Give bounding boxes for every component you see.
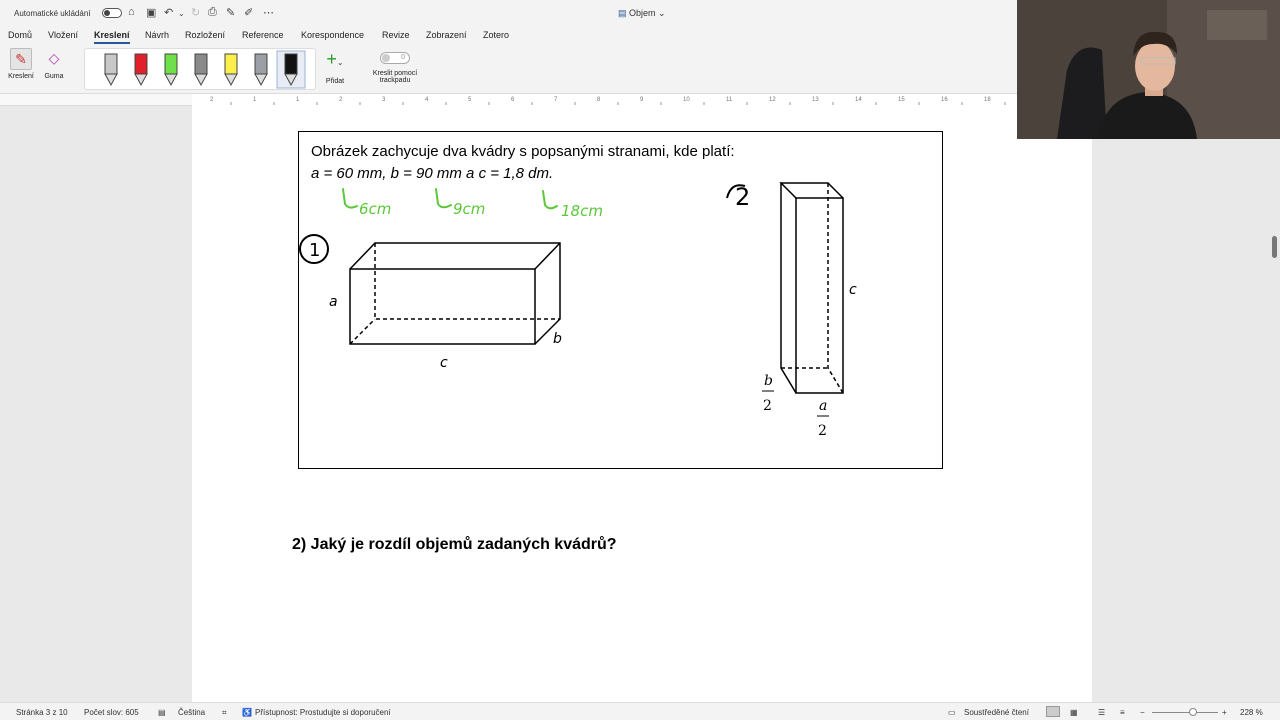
- zoom-slider[interactable]: [1152, 712, 1218, 713]
- pen-body: [195, 54, 207, 74]
- cuboid-two-hidden-vertical: [828, 183, 843, 393]
- cuboid-one: [350, 243, 560, 344]
- label-two: 2: [735, 183, 751, 211]
- status-bar: [0, 702, 1280, 720]
- arrow-a-stroke: [343, 189, 357, 208]
- handwritten-c-value: 18cm: [561, 202, 603, 220]
- trackpad-label-1: Kreslit pomocí: [372, 70, 418, 77]
- pen-3[interactable]: [165, 54, 177, 85]
- document-page[interactable]: [192, 106, 1092, 702]
- autosave-label: Automatické ukládání: [14, 9, 91, 18]
- task-figure-box: [298, 131, 943, 469]
- webcam-person-image: [1017, 0, 1280, 139]
- pen-body: [105, 54, 117, 74]
- draw-pen-icon: ✎: [10, 48, 32, 70]
- autosave-toggle[interactable]: [102, 8, 122, 18]
- cuboid-one-hidden-diag: [350, 319, 375, 344]
- format-icon[interactable]: ✐: [244, 7, 254, 19]
- pen-tip: [225, 74, 237, 85]
- pen-tip: [105, 74, 117, 85]
- redo-icon: ↻: [191, 7, 201, 19]
- accessibility-icon[interactable]: ♿: [242, 708, 252, 717]
- pen-4[interactable]: [195, 54, 207, 85]
- cuboid-two-a-denominator: 2: [818, 423, 827, 439]
- cuboid-two-c-label: c: [849, 282, 857, 298]
- cuboid-one-b-label: b: [553, 331, 562, 347]
- cuboid-figure-svg: [299, 132, 944, 470]
- cuboid-one-c-label: c: [440, 355, 448, 371]
- pen-5[interactable]: [225, 54, 237, 85]
- pen-2[interactable]: [135, 54, 147, 85]
- spellcheck-icon[interactable]: ▤: [158, 708, 166, 717]
- trackpad-toggle-switch[interactable]: 0: [380, 52, 410, 64]
- cuboid-two-a-numerator: a: [819, 398, 828, 414]
- cuboid-two-front: [796, 198, 843, 393]
- tab-navrh[interactable]: Návrh: [145, 30, 170, 40]
- pen-tip: [165, 74, 177, 85]
- task-line-1: Obrázek zachycuje dva kvádry s popsanými stranami, kde platí:: [311, 143, 735, 160]
- word-doc-icon: ▤: [618, 8, 630, 18]
- cuboid-two-b-denominator: 2: [763, 398, 772, 414]
- tab-vlozeni[interactable]: Vložení: [48, 30, 79, 40]
- print-icon[interactable]: ⎙: [208, 6, 217, 18]
- eraser-tool-button[interactable]: [40, 48, 68, 80]
- pen-body: [285, 54, 297, 74]
- pen-tip: [135, 74, 147, 85]
- trackpad-draw-toggle[interactable]: [366, 50, 424, 84]
- label-one: 1: [309, 240, 321, 261]
- tab-domu[interactable]: Domů: [8, 30, 33, 40]
- document-canvas[interactable]: [0, 106, 1280, 702]
- cuboid-two: [781, 183, 843, 393]
- question-2: 2) Jaký je rozdíl objemů zadaných kvádrů?: [292, 536, 617, 553]
- cuboid-one-front: [350, 269, 535, 344]
- chevron-down-icon: ⌄: [655, 8, 666, 18]
- tab-zotero[interactable]: Zotero: [483, 30, 510, 40]
- tab-revize[interactable]: Revize: [382, 30, 410, 40]
- focus-mode[interactable]: Soustředěné čtení: [964, 708, 1029, 717]
- track-changes-icon[interactable]: ⌗: [222, 708, 227, 717]
- cuboid-one-edge: [535, 243, 560, 269]
- plus-icon: +⌄: [326, 49, 344, 69]
- tab-korespondence[interactable]: Korespondence: [301, 30, 365, 40]
- task-line-2: a = 60 mm, b = 90 mm a c = 1,8 dm.: [311, 165, 554, 182]
- eraser-tool-label: Guma: [44, 73, 64, 80]
- handwritten-a-value: 6cm: [359, 200, 392, 218]
- ruler-label: 10: [683, 97, 690, 103]
- tab-zobrazeni[interactable]: Zobrazení: [426, 30, 467, 40]
- pen-body: [225, 54, 237, 74]
- save-icon[interactable]: ▣: [146, 7, 157, 19]
- zoom-in-icon[interactable]: +: [1222, 708, 1227, 717]
- pen-1[interactable]: [105, 54, 117, 85]
- draft-icon[interactable]: ≡: [1120, 708, 1125, 717]
- tab-reference[interactable]: Reference: [242, 30, 284, 40]
- ruler-label: 2: [210, 97, 214, 103]
- ruler-label: 14: [855, 97, 862, 103]
- pen-gallery: [84, 48, 316, 90]
- ruler-label: 11: [726, 97, 733, 103]
- ruler-label: 6: [511, 97, 515, 103]
- pen-tip: [195, 74, 207, 85]
- pen-7[interactable]: [277, 51, 305, 88]
- ruler-label: 12: [769, 97, 776, 103]
- pen-gallery-svg: [85, 49, 317, 91]
- ruler-label: 5: [468, 97, 472, 103]
- draw-tool-label: Kreslení: [8, 73, 34, 80]
- tab-kresleni[interactable]: Kreslení: [94, 30, 130, 40]
- web-layout-icon[interactable]: ▦: [1070, 708, 1078, 717]
- home-icon[interactable]: ⌂: [128, 6, 135, 18]
- webcam-overlay: [1017, 0, 1280, 139]
- trackpad-label-2: trackpadu: [379, 77, 411, 84]
- pen-6[interactable]: [255, 54, 267, 85]
- ruler-label: 2: [339, 97, 343, 103]
- ruler-label: 3: [382, 97, 386, 103]
- ruler-label: 1: [296, 97, 300, 103]
- cuboid-two-left: [781, 183, 796, 393]
- eraser-icon: ◇: [48, 50, 60, 66]
- print-layout-icon[interactable]: [1046, 706, 1060, 717]
- more-icon[interactable]: ⋯: [263, 7, 274, 19]
- add-pen-button[interactable]: [322, 50, 348, 85]
- pen-tip: [255, 74, 267, 85]
- zoom-slider-handle[interactable]: [1189, 708, 1197, 716]
- arrow-b-stroke: [436, 189, 451, 207]
- handwritten-b-value: 9cm: [453, 200, 486, 218]
- draw-tool-button[interactable]: [6, 48, 36, 80]
- word-count[interactable]: Počet slov: 605: [84, 708, 139, 717]
- document-title[interactable]: [618, 8, 666, 19]
- page-count[interactable]: Stránka 3 z 10: [16, 708, 68, 717]
- pen-body: [165, 54, 177, 74]
- document-title-text: Objem: [629, 8, 656, 18]
- zoom-out-icon[interactable]: −: [1140, 708, 1145, 717]
- ruler-label: 15: [898, 97, 905, 103]
- language[interactable]: Čeština: [178, 708, 206, 717]
- ruler-label: 18: [984, 97, 991, 103]
- arrow-c-stroke: [543, 191, 557, 208]
- pen-edit-icon[interactable]: ✎: [226, 7, 236, 19]
- undo-icon[interactable]: ↶: [164, 7, 174, 19]
- ruler-label: 4: [425, 97, 429, 103]
- cuboid-one-hidden-edges: [375, 243, 560, 319]
- cuboid-one-a-label: a: [329, 294, 338, 310]
- add-pen-label: Přidat: [325, 78, 345, 85]
- pen-body: [255, 54, 267, 74]
- ruler-label: 13: [812, 97, 819, 103]
- vertical-scrollbar[interactable]: [1272, 236, 1277, 258]
- zoom-level[interactable]: 228 %: [1240, 708, 1263, 717]
- cuboid-one-back-edges: [350, 243, 560, 344]
- ruler-label: 8: [597, 97, 601, 103]
- cuboid-two-top: [781, 183, 843, 198]
- cuboid-two-b-numerator: b: [764, 373, 773, 389]
- ruler-label: 7: [554, 97, 558, 103]
- undo-dropdown-icon[interactable]: ⌄: [178, 9, 185, 18]
- focus-icon[interactable]: ▭: [948, 708, 956, 717]
- tab-rozlozeni[interactable]: Rozložení: [185, 30, 226, 40]
- accessibility-status[interactable]: Přístupnost: Prostudujte si doporučení: [255, 708, 391, 717]
- pen-body: [135, 54, 147, 74]
- ruler-label: 9: [640, 97, 644, 103]
- ruler-label: 16: [941, 97, 948, 103]
- ruler-label: 1: [253, 97, 257, 103]
- outline-icon[interactable]: ☰: [1098, 708, 1106, 717]
